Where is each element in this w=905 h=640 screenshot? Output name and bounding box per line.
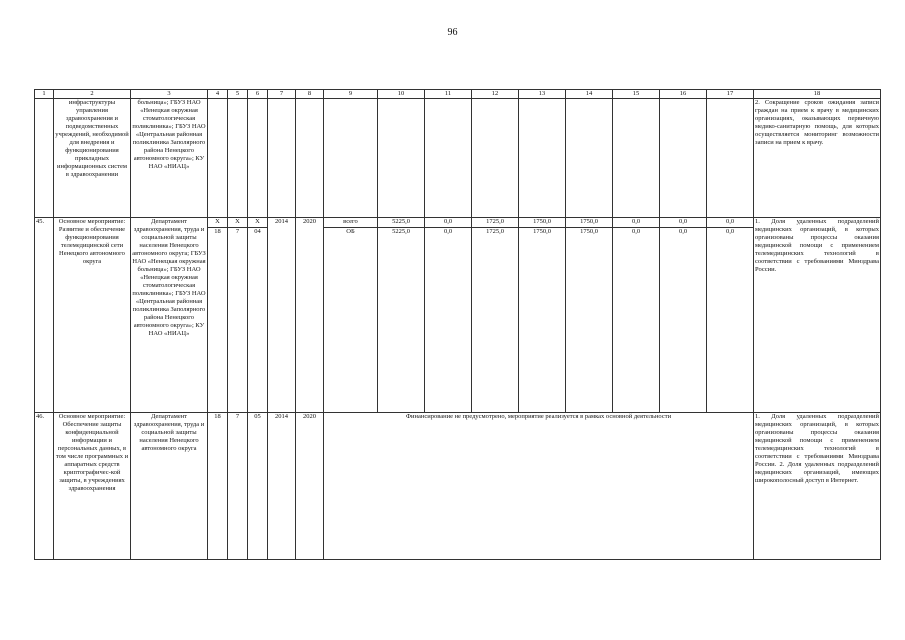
table-cell bbox=[519, 99, 566, 218]
table-cell bbox=[660, 99, 707, 218]
activity-name: Основное мероприятие: Развитие и обеспечение функционирования телемедицинской сети Ненецкого автономного округа bbox=[54, 218, 131, 413]
amount-cell: 1725,0 bbox=[472, 228, 519, 413]
col-header: 8 bbox=[296, 90, 324, 99]
program-table bbox=[34, 89, 881, 560]
amount-cell: 0,0 bbox=[425, 218, 472, 228]
col-header: 4 bbox=[208, 90, 228, 99]
col-header: 14 bbox=[566, 90, 613, 99]
amount-cell: 1725,0 bbox=[472, 218, 519, 228]
col-header: 2 bbox=[54, 90, 131, 99]
col-header: 12 bbox=[472, 90, 519, 99]
executor: Департамент здравоохранения, труда и социальной защиты населения Ненецкого автономного округа bbox=[131, 413, 208, 560]
amount-cell: 0,0 bbox=[660, 228, 707, 413]
indicator-text: 1. Доля удаленных подразделений медицинских организаций, в которых организованы процессы оказания медицинской помощи с применением телемедицинских технологий в соответствии с требованиями Минздрава России. bbox=[754, 218, 881, 413]
indicator-text: 2. Сокращение сроков ожидания записи граждан на прием к врачу в медицинских организациях, оказывающих первичную медико-санитарную помощь, для которых осуществляется мониторинг возможности записи на прием к врачу. bbox=[754, 99, 881, 218]
col-header: 17 bbox=[707, 90, 754, 99]
amount-cell: 0,0 bbox=[613, 218, 660, 228]
end-year: 2020 bbox=[296, 218, 324, 413]
table-cell: Х bbox=[208, 218, 228, 228]
amount-cell: 0,0 bbox=[660, 218, 707, 228]
table-cell bbox=[378, 99, 425, 218]
table-cell bbox=[613, 99, 660, 218]
activity-name: Основное мероприятие: Обеспечение защиты конфиденциальной информации и персональных данных, в том числе программных и аппаратных средств криптографичес-кой защиты, в учреждениях здравоохранения bbox=[54, 413, 131, 560]
table-row bbox=[35, 218, 881, 228]
col-header: 1 bbox=[35, 90, 54, 99]
executor: Департамент здравоохранения, труда и социальной защиты населения Ненецкого автономного округа; ГБУЗ НАО «Ненецкая окружная больница»; ГБУЗ НАО «Ненецкая окружная стоматологическая поликлиника»; ГБУЗ НАО «Центральная районная поликлиника Заполярного района Ненецкого автономного округа»; КУ НАО «НИАЦ» bbox=[131, 218, 208, 413]
amount-cell: 1750,0 bbox=[566, 218, 613, 228]
table-cell: 18 bbox=[208, 413, 228, 560]
executor: больница»; ГБУЗ НАО «Ненецкая окружная стоматологическая поликлиника»; ГБУЗ НАО «Центральная районная поликлиника Заполярного района Ненецкого автономного округа»; КУ НАО «НИАЦ» bbox=[131, 99, 208, 218]
header-row bbox=[35, 90, 881, 99]
table-cell: 05 bbox=[248, 413, 268, 560]
col-header: 15 bbox=[613, 90, 660, 99]
amount-cell: 0,0 bbox=[707, 228, 754, 413]
col-header: 9 bbox=[324, 90, 378, 99]
activity-name: инфраструктуры управления здравоохранения и подведомственных учреждений, необходимой для внедрения и функционирования прикладных информационных систем в здравоохранении bbox=[54, 99, 131, 218]
table-cell: 7 bbox=[228, 413, 248, 560]
col-header: 5 bbox=[228, 90, 248, 99]
table-cell: 04 bbox=[248, 228, 268, 413]
amount-cell: 1750,0 bbox=[519, 228, 566, 413]
amount-cell: 1750,0 bbox=[519, 218, 566, 228]
table-cell bbox=[208, 99, 228, 218]
col-header: 11 bbox=[425, 90, 472, 99]
row-number: 45. bbox=[35, 218, 54, 413]
amount-cell: 0,0 bbox=[613, 228, 660, 413]
indicator-text: 1. Доля удаленных подразделений медицинских организаций, в которых организованы процессы оказания медицинской помощи с применением телемедицинских технологий в соответствии с требованиями Минздрава России. 2. Доля удаленных подразделений медицинских организаций, имеющих широкополосный доступ в Интернет. bbox=[754, 413, 881, 560]
table-cell bbox=[707, 99, 754, 218]
table-cell: Х bbox=[228, 218, 248, 228]
start-year: 2014 bbox=[268, 413, 296, 560]
col-header: 16 bbox=[660, 90, 707, 99]
amount-cell: 0,0 bbox=[425, 228, 472, 413]
table-cell bbox=[425, 99, 472, 218]
table-cell: Х bbox=[248, 218, 268, 228]
funding-note: Финансирование не предусмотрено, мероприятие реализуется в рамках основной деятельности bbox=[324, 413, 754, 560]
funding-source: всего bbox=[324, 218, 378, 228]
table-cell bbox=[268, 99, 296, 218]
table-row bbox=[35, 99, 881, 218]
amount-cell: 5225,0 bbox=[378, 218, 425, 228]
row-number bbox=[35, 99, 54, 218]
page-number: 96 bbox=[447, 27, 458, 38]
col-header: 7 bbox=[268, 90, 296, 99]
table-row bbox=[35, 413, 881, 560]
table-cell bbox=[296, 99, 324, 218]
amount-cell: 5225,0 bbox=[378, 228, 425, 413]
row-number: 46. bbox=[35, 413, 54, 560]
amount-cell: 1750,0 bbox=[566, 228, 613, 413]
col-header: 3 bbox=[131, 90, 208, 99]
start-year: 2014 bbox=[268, 218, 296, 413]
end-year: 2020 bbox=[296, 413, 324, 560]
col-header: 13 bbox=[519, 90, 566, 99]
table-cell: 7 bbox=[228, 228, 248, 413]
table-cell bbox=[472, 99, 519, 218]
table-cell: 18 bbox=[208, 228, 228, 413]
col-header: 10 bbox=[378, 90, 425, 99]
col-header: 18 bbox=[754, 90, 881, 99]
table-cell bbox=[324, 99, 378, 218]
table-cell bbox=[566, 99, 613, 218]
funding-source: ОБ bbox=[324, 228, 378, 413]
amount-cell: 0,0 bbox=[707, 218, 754, 228]
col-header: 6 bbox=[248, 90, 268, 99]
table-cell bbox=[228, 99, 248, 218]
table-cell bbox=[248, 99, 268, 218]
